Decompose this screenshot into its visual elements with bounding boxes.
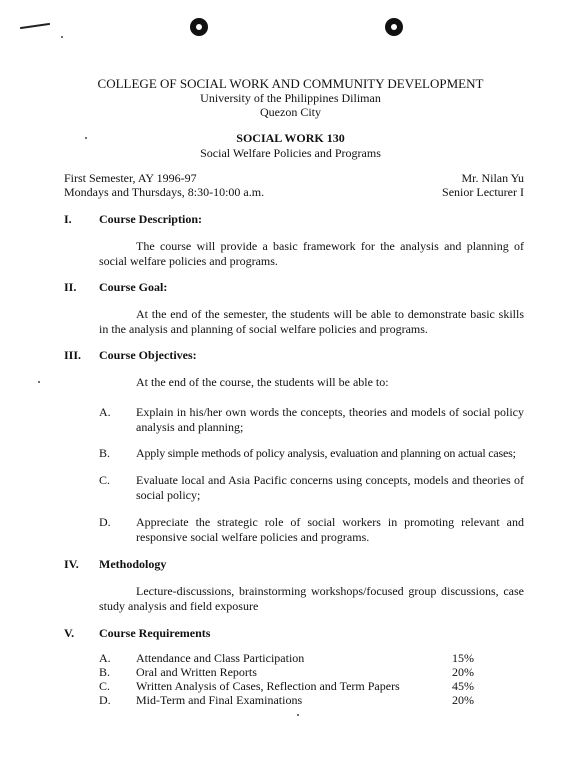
speck <box>38 381 40 383</box>
objective-text: Appreciate the strategic role of social workers in promoting relevant and responsive social welfare policies and programs. <box>136 515 524 544</box>
objective-letter: D. <box>99 515 111 529</box>
speck <box>61 36 63 38</box>
requirement-text: Written Analysis of Cases, Reflection and Term Papers <box>136 679 400 693</box>
requirement-percent: 45% <box>452 679 474 693</box>
instructor-position: Senior Lecturer I <box>442 185 524 199</box>
requirement-text: Oral and Written Reports <box>136 665 257 679</box>
section-title-requirements: Course Requirements <box>99 626 211 640</box>
pen-mark <box>20 23 50 29</box>
semester: First Semester, AY 1996-97 <box>64 171 197 185</box>
objective-text: Evaluate local and Asia Pacific concerns using concepts, models and theories of social policy; <box>136 473 524 502</box>
course-title: Social Welfare Policies and Programs <box>200 146 381 160</box>
objective-text: Explain in his/her own words the concepts, theories and models of social policy analysis and planning; <box>136 405 524 434</box>
section-title-methodology: Methodology <box>99 557 167 571</box>
section-number: I. <box>64 212 72 226</box>
objective-letter: A. <box>99 405 111 419</box>
section-number: II. <box>64 280 77 294</box>
section-title-objectives: Course Objectives: <box>99 348 197 362</box>
objective-letter: B. <box>99 446 111 460</box>
section-number: III. <box>64 348 82 362</box>
section-number: IV. <box>64 557 79 571</box>
section-number: V. <box>64 626 75 640</box>
requirement-percent: 20% <box>452 665 474 679</box>
course-code: SOCIAL WORK 130 <box>236 131 345 145</box>
university-name: University of the Philippines Diliman <box>200 91 381 105</box>
objective-letter: C. <box>99 473 111 487</box>
schedule: Mondays and Thursdays, 8:30-10:00 a.m. <box>64 185 265 199</box>
punch-hole-left <box>190 18 208 36</box>
course-description-text: The course will provide a basic framework for the analysis and planning of social welfare policies and programs. <box>99 239 524 268</box>
requirement-text: Mid-Term and Final Examinations <box>136 693 303 707</box>
methodology-text: Lecture-discussions, brainstorming workshops/focused group discussions, case study analysis and field exposure <box>99 584 524 613</box>
requirement-letter: A. <box>99 651 111 665</box>
punch-hole-right <box>385 18 403 36</box>
requirement-letter: B. <box>99 665 111 679</box>
objective-text: Apply simple methods of policy analysis, evaluation and planning on actual cases; <box>136 446 516 460</box>
instructor-name: Mr. Nilan Yu <box>461 171 524 185</box>
speck <box>297 714 299 716</box>
requirement-text: Attendance and Class Participation <box>136 651 305 665</box>
course-goal-text: At the end of the semester, the students will be able to demonstrate basic skills in the analysis and planning of social welfare policies and programs. <box>99 307 524 336</box>
college-name: COLLEGE OF SOCIAL WORK AND COMMUNITY DEVELOPMENT <box>97 76 484 91</box>
section-title-goal: Course Goal: <box>99 280 168 294</box>
section-title-description: Course Description: <box>99 212 202 226</box>
requirement-percent: 15% <box>452 651 474 665</box>
objectives-intro: At the end of the course, the students will be able to: <box>136 375 389 389</box>
requirement-percent: 20% <box>452 693 474 707</box>
requirement-letter: C. <box>99 679 111 693</box>
requirement-letter: D. <box>99 693 111 707</box>
city-name: Quezon City <box>260 105 321 119</box>
